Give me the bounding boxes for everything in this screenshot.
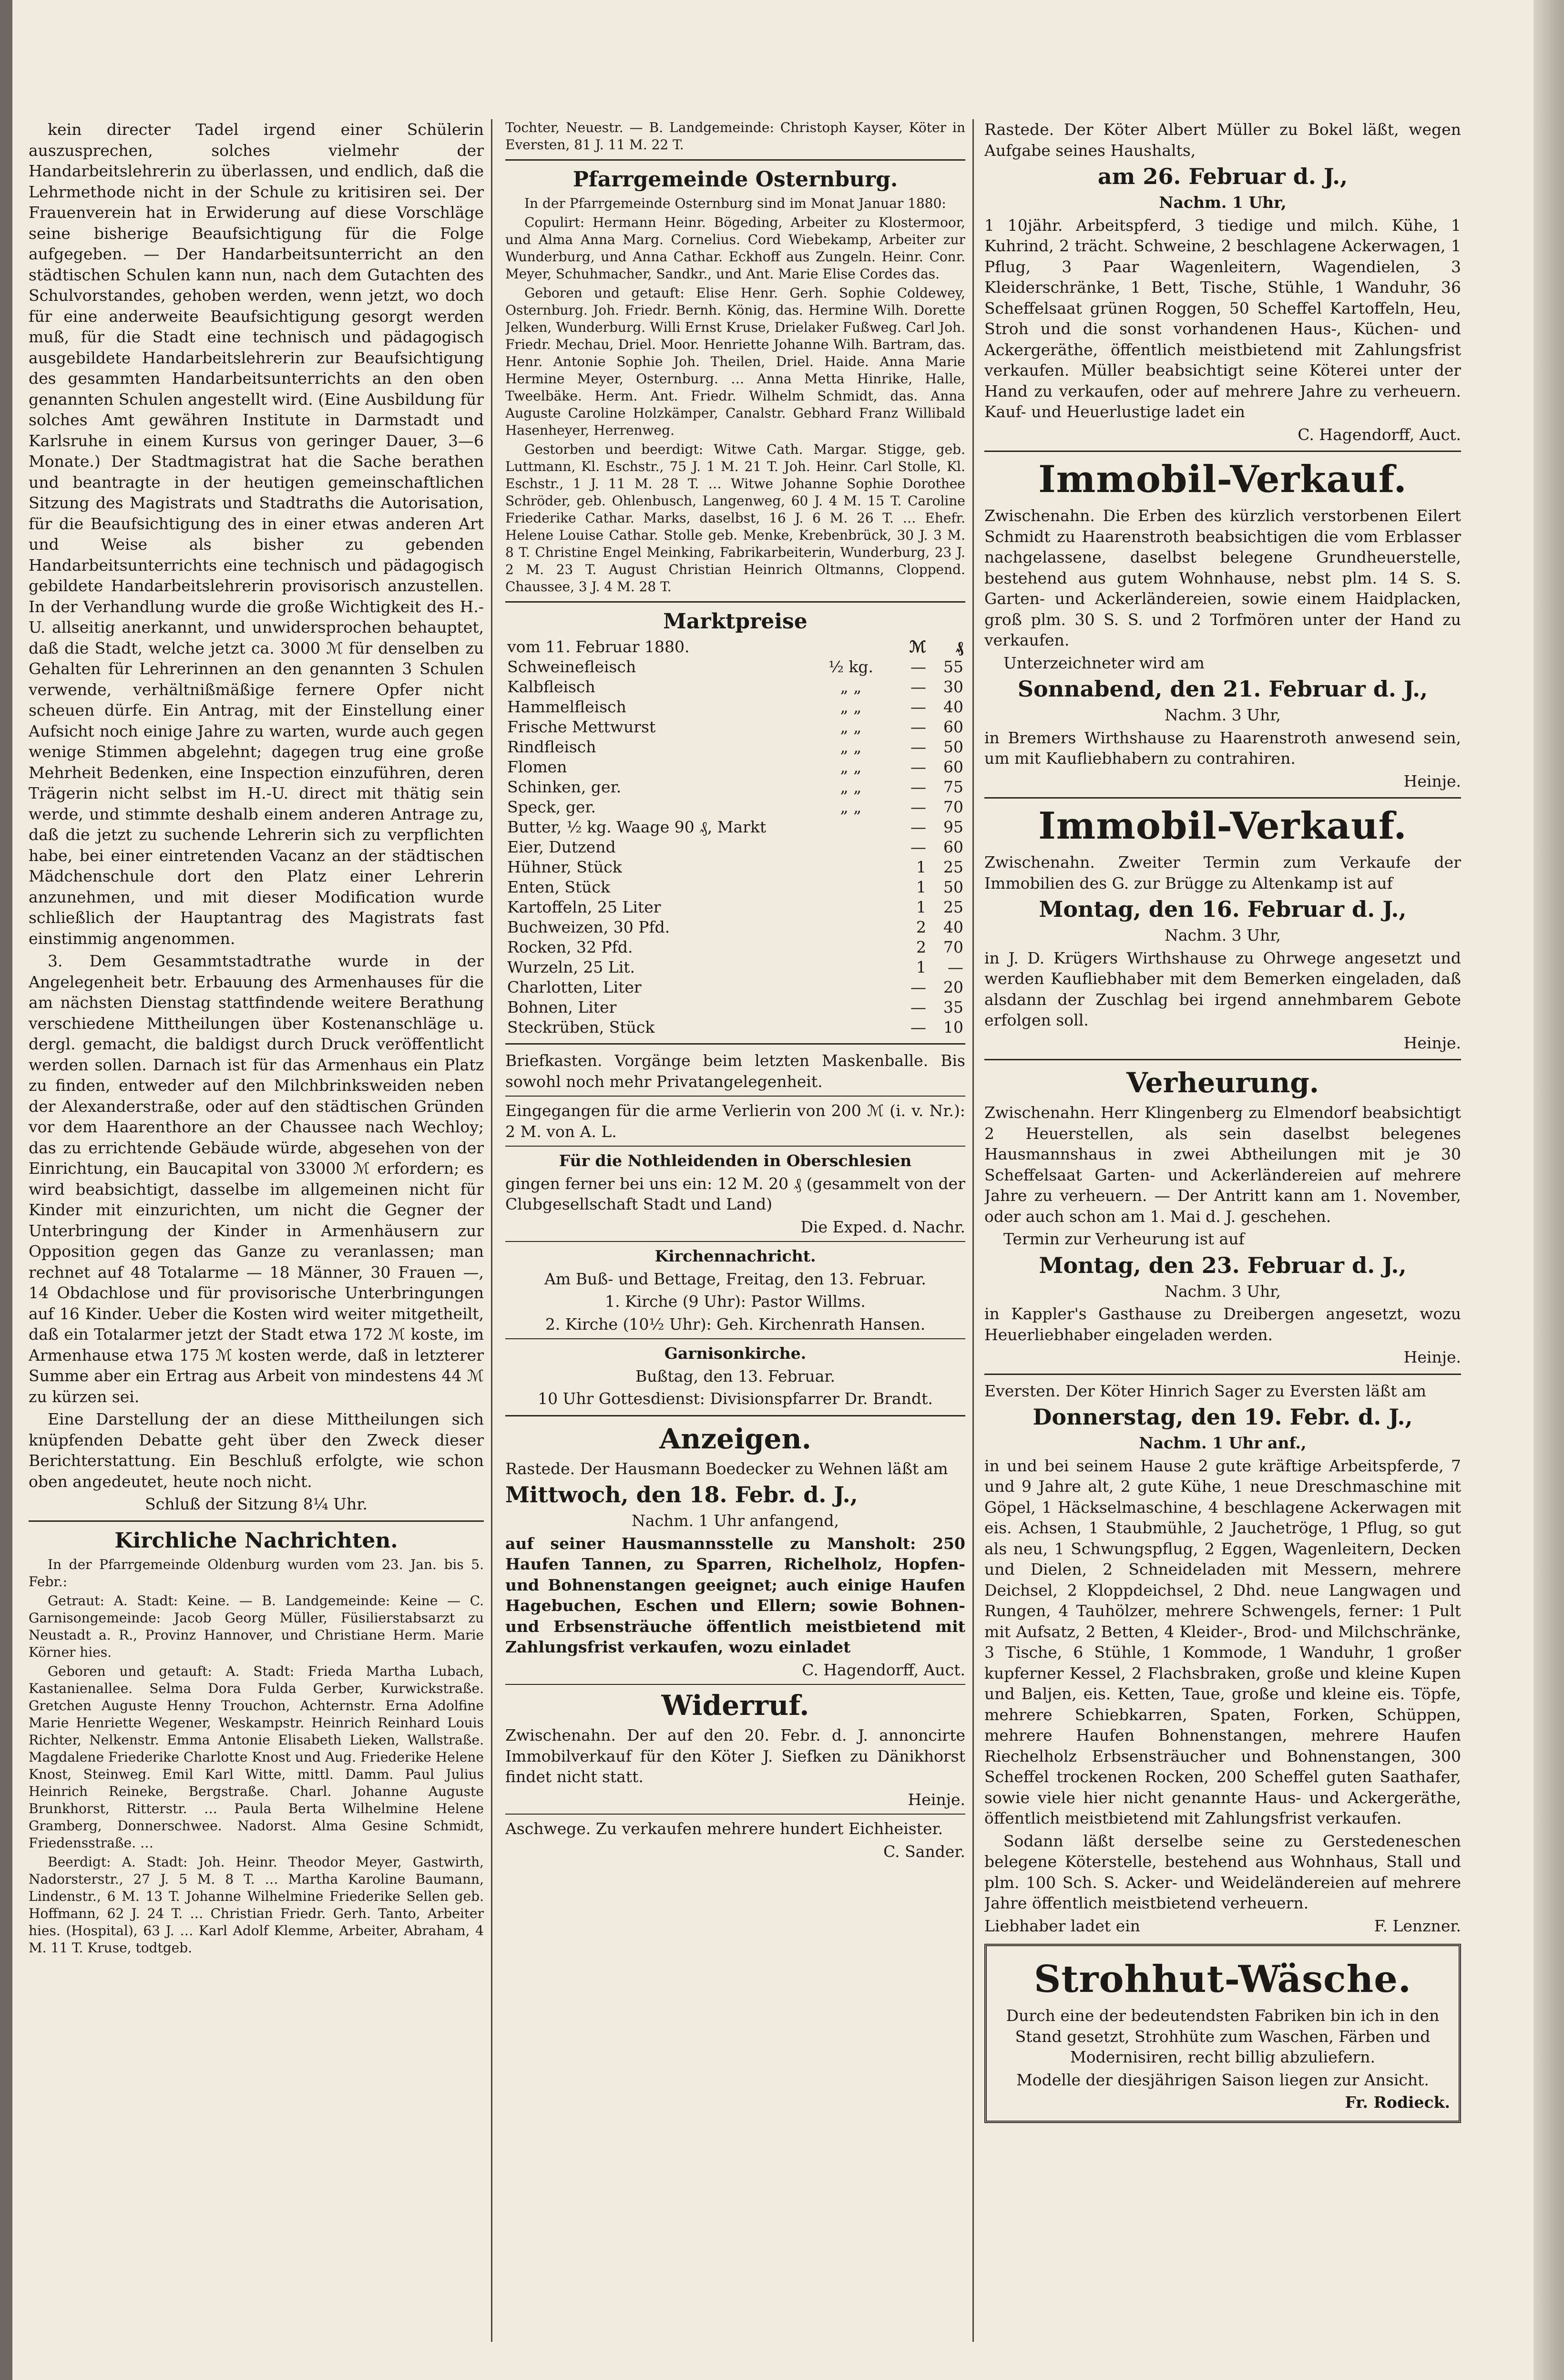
divider: [505, 1814, 965, 1815]
ad-time: Nachm. 3 Uhr,: [1165, 1282, 1281, 1301]
price-d: 20: [943, 978, 963, 996]
scan-edge-left: [0, 0, 12, 2380]
section-divider: [505, 1043, 965, 1045]
price-d: 50: [943, 738, 963, 756]
price-item: Flomen: [507, 758, 567, 776]
ad-place: in J. D. Krügers Wirthshause zu Ohrwege angesetzt und werden Kaufliebhaber mit dem Bemerken eingeladen, daß alsdann der Zuschlag bei irgend annehmbarem Gebote erfolgen soll.: [984, 948, 1461, 1029]
ad-signature: Heinje.: [1403, 1033, 1461, 1052]
price-item: Butter, ½ kg. Waage 90 ₰, Markt: [507, 818, 767, 836]
column-rule-1: [491, 119, 492, 2342]
price-row: [505, 677, 965, 697]
price-m: —: [910, 698, 926, 716]
ad-date: Sonnabend, den 21. Februar d. J.,: [1017, 676, 1428, 702]
prices-date: vom 11. Februar 1880.: [507, 637, 690, 656]
report-paragraph: Eine Darstellung der an diese Mittheilungen sich knüpfenden Debatte geht über den Zweck dieser Berichterstattung. Ein Beschluß erfolgte, wie schon oben angedeutet, heute noch nicht.: [29, 1410, 484, 1491]
ad-signature: Heinje.: [1403, 771, 1461, 790]
price-row: [505, 657, 965, 677]
ad-body: Zwischenahn. Herr Klingenberg zu Elmendorf beabsichtigt 2 Heuerstellen, als sein daselbst belegenes Hausmannshaus in zwei Abtheilungen mit je 30 Scheffelsaat Garten- und Ackerländereien auf mehrere Jahre zu verheuern. — Der Antritt kann am 1. November, oder auch schon am 1. Mai d. J. geschehen.: [984, 1103, 1461, 1226]
ad-text: Eversten. Der Köter Hinrich Sager zu Eversten läßt am: [984, 1381, 1426, 1400]
price-d: —: [948, 958, 963, 976]
ad-signature: C. Hagendorff, Auct.: [802, 1660, 965, 1679]
column-3: [984, 119, 1461, 2342]
price-item: Bohnen, Liter: [507, 998, 617, 1016]
price-item: Speck, ger.: [507, 798, 596, 816]
price-unit: „ „: [840, 677, 862, 696]
ads-title: Anzeigen.: [659, 1422, 811, 1455]
price-d: 25: [943, 858, 963, 876]
ad-date: Montag, den 23. Februar d. J.,: [1039, 1252, 1407, 1278]
church-notice-line: 1. Kirche (9 Uhr): Pastor Willms.: [605, 1292, 866, 1311]
price-unit: [811, 917, 891, 937]
price-unit: [811, 1017, 891, 1037]
rental-title: Verheurung.: [1126, 1067, 1319, 1099]
price-m: —: [910, 677, 926, 696]
price-m: —: [910, 778, 926, 796]
price-item: Charlotten, Liter: [507, 978, 642, 996]
briefkasten-notice: Briefkasten. Vorgänge beim letzten Maskenballe. Bis sowohl noch mehr Privatangelegenheit.: [505, 1051, 965, 1091]
church-news-title: Kirchliche Nachrichten.: [114, 1528, 398, 1553]
section-divider: [505, 1415, 965, 1416]
price-row: [505, 957, 965, 977]
parish-paragraph: Copulirt: Hermann Heinr. Bögeding, Arbeiter zu Klostermoor, und Alma Anna Marg. Cornelius. Cord Wiebekamp, Arbeiter zur Wunderburg, und Anna Cathar. Eckhoff aus Zungeln. Heinr. Conr. Meyer, Schuhmacher, Sandkr., und Ant. Marie Elise Cordes das.: [505, 215, 965, 282]
parish-title: Pfarrgemeinde Osternburg.: [572, 167, 898, 192]
garrison-line: Bußtag, den 13. Februar.: [635, 1366, 836, 1385]
price-item: Frische Mettwurst: [507, 718, 656, 736]
price-item: Steckrüben, Stück: [507, 1018, 655, 1036]
report-paragraph: kein directer Tadel irgend einer Schülerin auszusprechen, solches vielmehr der Handarbeitslehrerin zu überlassen, und endlich, daß die Lehrmethode nicht in der Schule zu kritisiren sei. Der Frauenverein hat in Erwiderung auf diese Vorschläge seine bisherige Beaufsichtigung für die Folge aufgegeben. — Der Handarbeitsunterricht an den städtischen Schulen kann nun, nach dem Gutachten des Schulvorstandes, gehoben werden, wenn jetzt, wo doch für eine anderweite Beaufsichtigung gesorgt werden muß, für die Stadt eine technisch und pädagogisch ausgebildete Handarbeitslehrerin zur Beaufsichtigung des gesammten Handarbeitsunterrichts an den oben genannten Schulen angestellt wird. (Eine Ausbildung für solches Amt gewähren Institute in Darmstadt und Karlsruhe in einem Kursus von geringer Dauer, 3—6 Monate.) Der Stadtmagistrat hat die Sache berathen und beantragte in der heutigen gemeinschaftlichen Sitzung des Magistrats und Stadtraths die Autorisation, für die Beaufsichtigung des in einer etwas anderen Art und Weise als bisher zu gebenden Handarbeitsunterrichts eine technisch und pädagogisch gebildete Handarbeitslehrerin provisorisch anzustellen. In der Verhandlung wurde die große Wichtigkeit des H.-U. allseitig anerkannt, und unwidersprochen behauptet, daß die Stadt, welche jetzt ca. 3000 ℳ für denselben zu Gehalten für Lehrerinnen an den genannten 3 Schulen verwende, verhältnißmäßige fernere Opfer nicht scheuen dürfe. Ein Antrag, mit der Einstellung einer Aufsicht noch einige Jahre zu warten, wurde auch gegen wenige Stimmen abgelehnt; dagegen trug eine große Mehrheit Bedenken, eine Inspection einzuführen, deren Trägerin nicht selbst im H.-U. direct mit thätig sein werde, und stimmte deshalb einem anderen Antrage zu, daß die jetzt zu suchende Lehrerin sich zu verpflichten habe, bei einer eintretenden Vacanz an der städtischen Mädchenschule dort den Platz einer Lehrerin anzunehmen, und mit dieser Modification wurde schließlich der Hauptantrag des Magistrats fast einstimmig angenommen.: [29, 120, 484, 948]
price-unit: [811, 837, 891, 857]
immobile-sale-title: Immobil-Verkauf.: [1038, 458, 1407, 501]
ad-body: 1 10jähr. Arbeitspferd, 3 tiedige und milch. Kühe, 1 Kuhrind, 2 trächt. Schweine, 2 beschlagene Ackerwagen, 1 Pflug, 3 Paar Wagenleitern, Wagendielen, 3 Kleiderschränke, 1 Bett, Tische, Stühle, 1 Wanduhr, 36 Scheffelsaat grünen Roggen, 50 Scheffel Kartoffeln, Heu, Stroh und die sonst vorhandenen Haus-, Küchen- und Ackergeräthe, öffentlich meistbietend mit Zahlungsfrist verkaufen. Müller beabsichtigt seine Köterei unter der Hand zu verkaufen, oder auf mehrere Jahre zu verheuern. Kauf- und Heuerlustige ladet ein: [984, 215, 1461, 421]
price-row: [505, 837, 965, 857]
ad-date: am 26. Februar d. J.,: [1097, 164, 1348, 189]
ad-time: Nachm. 1 Uhr,: [1159, 193, 1287, 212]
immobile-sale-title-2: Immobil-Verkauf.: [1038, 804, 1407, 848]
revocation-text: Zwischenahn. Der auf den 20. Febr. d. J. annoncirte Immobilverkauf für den Köter J. Siefken zu Dänikhorst findet nicht statt.: [505, 1726, 965, 1786]
price-m: —: [910, 838, 926, 856]
price-m: —: [910, 798, 926, 816]
price-d: 40: [943, 698, 963, 716]
price-d: 35: [943, 998, 963, 1016]
price-d: 50: [943, 878, 963, 896]
price-unit: [811, 957, 891, 977]
aschwege-signature: C. Sander.: [883, 1842, 965, 1861]
price-unit: [811, 857, 891, 877]
parish-paragraph: Gestorben und beerdigt: Witwe Cath. Margar. Stigge, geb. Luttmann, Kl. Eschstr., 75 J. 1 M. 21 T. Joh. Heinr. Carl Stolle, Kl. Eschstr., 1 J. 11 M. 28 T. … Witwe Johanne Sophie Dorothee Schröder, geb. Ohlenbusch, Langenweg, 60 J. 4 M. 15 T. Caroline Friederike Cathar. Marks, daselbst, 16 J. 6 M. 26 T. … Ehefr. Helene Louise Cathar. Stolle geb. Menke, Krebenbrück, 30 J. 3 M. 8 T. Christine Engel Meinking, Fabrikarbeiterin, Wunderburg, 23 J. 2 M. 23 T. August Christian Heinrich Oltmanns, Cloppend. Chaussee, 3 J. 4 M. 28 T.: [505, 441, 965, 595]
price-m: —: [910, 818, 926, 836]
ad-date: Mittwoch, den 18. Febr. d. J.,: [505, 1482, 858, 1508]
ad-sub: Liebhaber ladet ein: [984, 1916, 1140, 1935]
price-row: [505, 857, 965, 877]
price-item: Kartoffeln, 25 Liter: [507, 898, 661, 916]
price-item: Wurzeln, 25 Lit.: [507, 958, 635, 976]
pfennig-header: ₰: [955, 637, 963, 656]
price-unit: „ „: [840, 798, 862, 816]
price-unit: [811, 877, 891, 897]
column-2: [505, 119, 965, 2342]
price-m: —: [910, 998, 926, 1016]
price-row: [505, 997, 965, 1017]
relief-title: Für die Nothleidenden in Oberschlesien: [559, 1151, 912, 1170]
price-m: 1: [916, 898, 926, 916]
ad-body: Zwischenahn. Zweiter Termin zum Verkaufe der Immobilien des G. zur Brügge zu Altenkamp ist auf: [984, 853, 1461, 892]
price-item: Eier, Dutzend: [507, 838, 616, 856]
ad-text: Rastede. Der Hausmann Boedecker zu Wehnen läßt am: [505, 1459, 948, 1478]
ad-signature: F. Lenzner.: [1374, 1916, 1461, 1935]
ad-body: in und bei seinem Hause 2 gute kräftige Arbeitspferde, 7 und 9 Jahre alt, 2 gute Kühe, 1 neue Dreschmaschine mit Göpel, 1 Häckselmaschine, 4 beschlagene Ackerwagen mit eis. Achsen, 1 Staubmühle, 2 Jauchetröge, 1 Pflug, so gut als neu, 1 Schwungspflug, 2 Eggen, Wagenleitern, Decken und Dielen, 2 Schneideladen mit Messern, mehrere Deichsel, 2 Kloppdeichsel, 2 Dhd. neue Langwagen und Rungen, 4 Tauhölzer, mehrere Schwengels, ferner: 1 Pult mit Aufsatz, 2 Betten, 4 Kleider-, Brod- und Milchschränke, 3 Tische, 6 Stühle, 1 Kommode, 1 Wanduhr, 1 großer kupferner Kessel, 2 Flachsbraken, große und kleine Kupen und Baljen, eis. Ketten, Taue, große und kleine eis. Töpfe, mehrere Schiebkarren, Spaten, Forken, Schüppen, mehrere Haufen Bohnenstangen, mehrere Haufen Riechelholz Erbsensträucher und Bohnenstangen, 300 Scheffel trockenen Rocken, 200 Scheffel guten Saathafer, sowie viele hier nicht genannte Haus- und Ackergeräthe, öffentlich meistbietend mit Zahlungsfrist verkaufen.: [984, 1456, 1461, 1827]
price-item: Schinken, ger.: [507, 778, 622, 796]
ad-subline: [984, 1916, 1461, 1937]
church-paragraph: Getraut: A. Stadt: Keine. — B. Landgemeinde: Keine — C. Garnisongemeinde: Jacob Georg Müller, Füsilierstabsarzt zu Neustadt a. R., Provinz Hannover, und Christiane Herm. Marie Körner hies.: [29, 1592, 484, 1660]
price-item: Rindfleisch: [507, 738, 596, 756]
church-paragraph: Beerdigt: A. Stadt: Joh. Heinr. Theodor Meyer, Gastwirth, Nadorsterstr., 27 J. 5 M. 8 T. … Martha Karoline Baumann, Lindenstr., 6 M. 13 T. Johanne Wilhelmine Friederike Sellen geb. Hoffmann, 62 J. 24 T. … Christian Friedr. Gerh. Tanto, Arbeiter hies. (Hospital), 63 J. … Karl Adolf Klemme, Arbeiter, Abraham, 4 M. 11 T. Kruse, todtgeb.: [29, 1854, 484, 1956]
section-divider: [505, 159, 965, 161]
price-unit: „ „: [840, 778, 862, 796]
price-d: 60: [943, 838, 963, 856]
price-d: 70: [943, 798, 963, 816]
price-m: —: [910, 978, 926, 996]
price-m: —: [910, 758, 926, 776]
price-row: [505, 737, 965, 757]
section-divider: [29, 1520, 484, 1522]
garrison-title: Garnisonkirche.: [664, 1344, 807, 1363]
continued-text: Tochter, Neuestr. — B. Landgemeinde: Christoph Kayser, Köter in Eversten, 81 J. 11 M. 22 T.: [505, 120, 965, 153]
price-m: 2: [916, 938, 926, 956]
divider: [505, 1338, 965, 1339]
divider: [505, 1096, 965, 1097]
price-row: [505, 697, 965, 717]
price-m: 2: [916, 918, 926, 936]
ad-place: in Bremers Wirthshause zu Haarenstroth anwesend sein, um mit Kaufliebhabern zu contrahiren.: [984, 728, 1461, 768]
price-d: 55: [943, 657, 963, 676]
mark-header: ℳ: [909, 637, 926, 656]
church-notice-line: 2. Kirche (10½ Uhr): Geh. Kirchenrath Hansen.: [545, 1314, 926, 1334]
price-row: [505, 877, 965, 897]
ad-subline: Unterzeichneter wird am: [1003, 653, 1205, 672]
price-d: 60: [943, 718, 963, 736]
price-row: [505, 917, 965, 937]
relief-signature: Die Exped. d. Nachr.: [800, 1217, 965, 1236]
revocation-title: Widerruf.: [661, 1689, 809, 1722]
price-m: 1: [916, 958, 926, 976]
divider: [505, 1146, 965, 1147]
ad-signature: Fr. Rodieck.: [1345, 2093, 1450, 2112]
price-row: [505, 1017, 965, 1037]
price-item: Buchweizen, 30 Pfd.: [507, 918, 670, 936]
price-item: Hammelfleisch: [507, 698, 626, 716]
market-prices-table: [505, 637, 965, 1037]
ad-body: Zwischenahn. Die Erben des kürzlich verstorbenen Eilert Schmidt zu Haarenstroth beabsichtigen die vom Erblasser nachgelassene, daselbst belegene Grundheuerstelle, bestehend aus gutem Wohnhause, nebst plm. 14 S. S. Garten- und Ackerländereien, sowie einem Haidplacken, groß plm. 30 S. S. und 2 Torfmören unter der Hand zu verkaufen.: [984, 506, 1461, 649]
ad-signature: C. Hagendorff, Auct.: [1298, 425, 1461, 444]
price-item: Rocken, 32 Pfd.: [507, 938, 633, 956]
price-row: [505, 977, 965, 997]
ad-date: Donnerstag, den 19. Febr. d. J.,: [1032, 1404, 1413, 1430]
straw-hat-title: Strohhut-Wäsche.: [1033, 1958, 1411, 2001]
price-m: 1: [916, 878, 926, 896]
ad-text: Rastede. Der Köter Albert Müller zu Bokel läßt, wegen Aufgabe seines Haushalts,: [984, 120, 1461, 160]
price-m: —: [910, 738, 926, 756]
column-rule-2: [972, 119, 974, 2342]
parish-paragraph: Geboren und getauft: Elise Henr. Gerh. Sophie Coldewey, Osternburg. Joh. Friedr. Bernh. König, das. Hermine Wilh. Dorette Jelken, Wunderburg. Willi Ernst Kruse, Drielaker Fußweg. Carl Joh. Friedr. Mechau, Driel. Moor. Henriette Johanne Wilh. Bartram, das. Henr. Antonie Sophie Joh. Theilen, Driel. Haide. Anna Marie Hermine Meyer, Osternburg. … Anna Metta Hinrike, Halle, Tweelbäke. Herm. Ant. Friedr. Wilhelm Schmidt, das. Anna Auguste Caroline Holzkämper, Canalstr. Gebhard Franz Willibald Hasenheyer, Herrenweg.: [505, 285, 965, 438]
price-row: [505, 817, 965, 837]
relief-text: gingen ferner bei uns ein: 12 M. 20 ₰ (gesammelt von der Clubgesellschaft Stadt und Land): [505, 1174, 965, 1213]
price-m: 1: [916, 858, 926, 876]
price-d: 30: [943, 677, 963, 696]
price-d: 60: [943, 758, 963, 776]
eingegangen-notice: Eingegangen für die arme Verlierin von 200 ℳ (i. v. Nr.): 2 M. von A. L.: [505, 1101, 965, 1141]
parish-paragraph: In der Pfarrgemeinde Osternburg sind im Monat Januar 1880:: [524, 195, 946, 211]
church-paragraph: Geboren und getauft: A. Stadt: Frieda Martha Lubach, Kastanienallee. Selma Dora Fulda Gerber, Kurwickstraße. Gretchen Auguste Henny Trouchon, Achternstr. Erna Adolfine Marie Henriette Wegener, Weskampstr. Heinrich Reinhard Louis Richter, Nelkenstr. Emma Antonie Elisabeth Lieken, Wallstraße. Magdalene Friederike Charlotte Knost und Aug. Friederike Helene Knost, Steinweg. Emil Karl Witte, mittl. Damm. Paul Julius Heinrich Reineke, Bergstraße. Charl. Johanne Auguste Brunkhorst, Ritterstr. … Paula Berta Wilhelmine Helene Gramberg, Donnerschwee. Nadorst. Alma Gesine Schmidt, Friedensstraße. …: [29, 1663, 484, 1851]
price-row: [505, 777, 965, 797]
revocation-signature: Heinje.: [908, 1790, 965, 1809]
ad-body: Modelle der diesjährigen Saison liegen zur Ansicht.: [1016, 2070, 1429, 2089]
price-unit: ½ kg.: [828, 657, 874, 676]
ad-time: Nachm. 3 Uhr,: [1165, 926, 1281, 944]
straw-hat-ad: [984, 1944, 1461, 2123]
aschwege-text: Aschwege. Zu verkaufen mehrere hundert Eichheister.: [505, 1819, 943, 1838]
price-d: 70: [943, 938, 963, 956]
ad-subline: Termin zur Verheurung ist auf: [1003, 1230, 1245, 1248]
ad-time: Nachm. 3 Uhr,: [1165, 706, 1281, 724]
price-unit: „ „: [840, 758, 862, 776]
price-unit: [811, 997, 891, 1017]
session-close: Schluß der Sitzung 8¼ Uhr.: [145, 1495, 368, 1513]
price-m: —: [910, 718, 926, 736]
price-item: Kalbfleisch: [507, 677, 595, 696]
price-row: [505, 897, 965, 917]
scan-edge-right: [1533, 0, 1564, 2380]
price-unit: „ „: [840, 698, 862, 716]
price-d: 10: [943, 1018, 963, 1036]
ad-body: Sodann läßt derselbe seine zu Gerstedeneschen belegene Köterstelle, bestehend aus Wohnhaus, Stall und plm. 100 Sch. S. Acker- und Weideländereien auf mehrere Jahre öffentlich meistbietend verheuern.: [984, 1831, 1461, 1912]
ad-body: auf seiner Hausmannsstelle zu Mansholt: 250 Haufen Tannen, zu Sparren, Richelholz, Hopfen- und Bohnenstangen geeignet; auch einige Haufen Hagebuchen, Eschen und Ellern; sowie Bohnen- und Erbsensträuche öffentlich meistbietend mit Zahlungsfrist verkaufen, wozu einladet: [505, 1534, 965, 1656]
price-row: [505, 797, 965, 817]
divider: [505, 1241, 965, 1242]
price-unit: [811, 977, 891, 997]
column-1: [29, 119, 484, 2342]
price-unit: [811, 897, 891, 917]
garrison-line: 10 Uhr Gottesdienst: Divisionspfarrer Dr. Brandt.: [538, 1389, 933, 1408]
price-row: [505, 757, 965, 777]
price-row: [505, 937, 965, 957]
price-m: —: [910, 657, 926, 676]
section-divider: [984, 1059, 1461, 1060]
ad-date: Montag, den 16. Februar d. J.,: [1039, 896, 1407, 922]
price-item: Enten, Stück: [507, 878, 610, 896]
church-paragraph: In der Pfarrgemeinde Oldenburg wurden vom 23. Jan. bis 5. Febr.:: [29, 1556, 484, 1590]
price-d: 95: [943, 818, 963, 836]
price-d: 75: [943, 778, 963, 796]
divider: [505, 1684, 965, 1685]
report-paragraph: 3. Dem Gesammtstadtrathe wurde in der Angelegenheit betr. Erbauung des Armenhauses für die am nächsten Dienstag stattfindende weitere Berathung verschiedene Mittheilungen über Kostenanschläge u. dergl. gemacht, die baldigst durch Druck veröffentlicht werden sollen. Darnach ist für das Armenhaus ein Platz zu finden, entweder auf den Milchbrinksweiden neben der Alexanderstraße, oder auf den städtischen Gründen vor dem Haarenthore an der Chaussee nach Wechloy; das zu errichtende Gebäude würde, abgesehen von der Einrichtung, ein Baucapital von 33000 ℳ erfordern; es wird beabsichtigt, dasselbe im allgemeinen nicht für Kinder mit einzurichten, um nicht die Gegner der Unterbringung der Kinder in Armenhäusern zur Opposition gegen das Ganze zu veranlassen; man rechnet auf 48 Totalarme — 18 Männer, 30 Frauen —, 14 Obdachlose und für provisorische Unterbringungen auf 16 Kinder. Ueber die Kosten wird weiter mitgetheilt, daß ein Totalarmer jetzt der Stadt etwa 172 ℳ koste, im Armenhause etwa 175 ℳ kosten werde, daß in letzterer Summe aber ein Ertrag aus Arbeit von mindestens 44 ℳ zu kürzen sei.: [29, 952, 484, 1406]
price-row: [505, 717, 965, 737]
price-unit: „ „: [840, 718, 862, 736]
church-notice-title: Kirchennachricht.: [654, 1247, 816, 1265]
price-unit: [811, 937, 891, 957]
ad-time: Nachm. 1 Uhr anf.,: [1139, 1434, 1307, 1452]
section-divider: [984, 451, 1461, 452]
price-d: 40: [943, 918, 963, 936]
church-notice-text: Am Buß- und Bettage, Freitag, den 13. Februar.: [544, 1269, 926, 1288]
price-unit: [811, 817, 891, 837]
price-unit: „ „: [840, 738, 862, 756]
section-divider: [505, 601, 965, 603]
ad-time: Nachm. 1 Uhr anfangend,: [632, 1511, 839, 1530]
section-divider: [984, 1374, 1461, 1375]
ad-body: Durch eine der bedeutendsten Fabriken bin ich in den Stand gesetzt, Strohhüte zum Waschen, Färben und Modernisiren, recht billig abzuliefern.: [1006, 2006, 1440, 2066]
price-item: Schweinefleisch: [507, 657, 636, 676]
price-m: —: [910, 1018, 926, 1036]
ad-signature: Heinje.: [1403, 1348, 1461, 1366]
price-item: Hühner, Stück: [507, 858, 622, 876]
section-divider: [984, 797, 1461, 799]
prices-header-row: [505, 637, 965, 657]
ad-place: in Kappler's Gasthause zu Dreibergen angesetzt, wozu Heuerliebhaber eingeladen werden.: [984, 1304, 1461, 1344]
market-prices-title: Marktpreise: [663, 609, 808, 634]
price-d: 25: [943, 898, 963, 916]
